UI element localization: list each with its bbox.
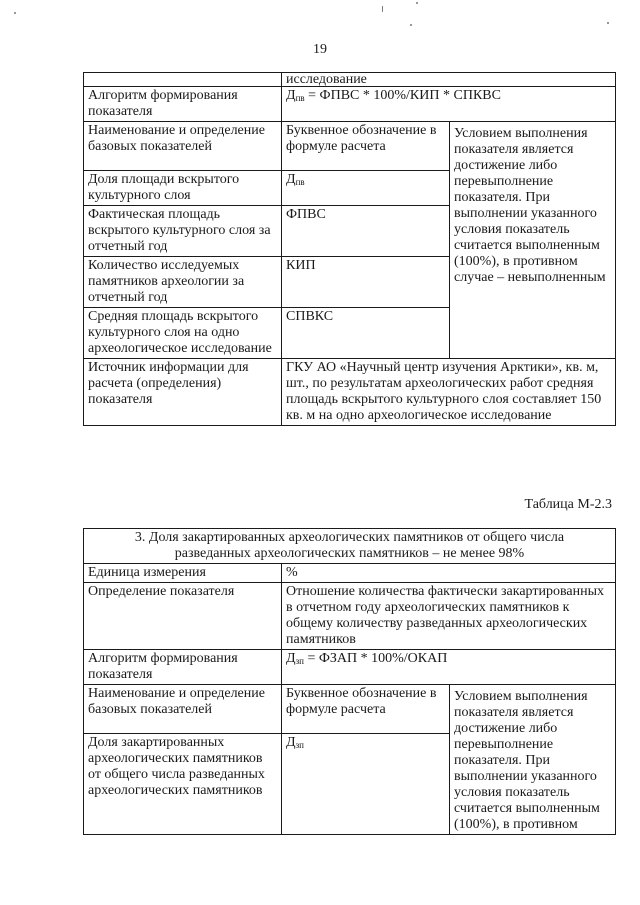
base-indicator-name: Доля площади вскрытого культурного слоя bbox=[84, 171, 282, 206]
source-value: ГКУ АО «Научный центр изучения Арктики», кв. м, шт., по результатам археологических работ средняя площадь вскрытого культурного слоя составляет 150 кв. м на одно археологическое исследование bbox=[282, 359, 616, 426]
algorithm-label: Алгоритм формирования показателя bbox=[84, 87, 282, 122]
base-indicators-label: Наименование и определение базовых показателей bbox=[84, 685, 282, 734]
base-indicator-name: Фактическая площадь вскрытого культурного слоя за отчетный год bbox=[84, 206, 282, 257]
letter-designation-label: Буквенное обозначение в формуле расчета bbox=[282, 685, 450, 734]
unit-value: % bbox=[282, 564, 616, 583]
completion-condition: Условием выполнения показателя является достижение либо перевыполнение показателя. При выполнении указанного условия показатель считается выполненным (100%), в противном случае – невыполненным bbox=[450, 122, 616, 359]
scan-speck bbox=[382, 6, 383, 12]
indicator-table bbox=[83, 528, 616, 835]
table-row bbox=[84, 359, 616, 426]
scan-speck bbox=[607, 22, 609, 24]
scan-speck bbox=[14, 12, 16, 14]
table-row bbox=[84, 87, 616, 122]
base-indicator-letter: ФПВС bbox=[282, 206, 450, 257]
table-row bbox=[84, 122, 616, 171]
table-caption: Таблица М-2.3 bbox=[524, 497, 612, 512]
definition-label: Определение показателя bbox=[84, 583, 282, 650]
base-indicator-letter: СПВКС bbox=[282, 308, 450, 359]
scan-speck bbox=[410, 24, 412, 26]
table-row bbox=[84, 685, 616, 734]
unit-label: Единица измерения bbox=[84, 564, 282, 583]
indicator-title: 3. Доля закартированных археологических памятников от общего числа разведанных археологических памятников – не менее 98% bbox=[84, 529, 616, 564]
completion-condition: Условием выполнения показателя является достижение либо перевыполнение показателя. При выполнении указанного условия показатель считается выполненным (100%), в противном bbox=[450, 685, 616, 835]
definition-value: Отношение количества фактически закартированных в отчетном году археологических памятников к общему количеству разведанных археологических памятников bbox=[282, 583, 616, 650]
table-row bbox=[84, 583, 616, 650]
table-cell: исследование bbox=[282, 73, 616, 87]
algorithm-label: Алгоритм формирования показателя bbox=[84, 650, 282, 685]
base-indicator-name: Количество исследуемых памятников археологии за отчетный год bbox=[84, 257, 282, 308]
indicator-table-continued bbox=[83, 72, 616, 426]
base-indicator-letter: $Д_{зп}$ bbox=[282, 734, 450, 835]
algorithm-formula: $Д_{пв}$ = ФПВС * 100%/КИП * СПКВС bbox=[282, 87, 616, 122]
page-number: 19 bbox=[313, 42, 327, 57]
table-row bbox=[84, 564, 616, 583]
base-indicator-letter: КИП bbox=[282, 257, 450, 308]
letter-designation-label: Буквенное обозначение в формуле расчета bbox=[282, 122, 450, 171]
base-indicator-name: Средняя площадь вскрытого культурного слоя на одно археологическое исследование bbox=[84, 308, 282, 359]
table-row bbox=[84, 529, 616, 564]
table-row bbox=[84, 73, 616, 87]
base-indicator-name: Доля закартированных археологических памятников от общего числа разведанных археологических памятников bbox=[84, 734, 282, 835]
base-indicators-label: Наименование и определение базовых показателей bbox=[84, 122, 282, 171]
base-indicator-letter: $Д_{пв}$ bbox=[282, 171, 450, 206]
algorithm-formula: $Д_{зп}$ = ФЗАП * 100%/ОКАП bbox=[282, 650, 616, 685]
scan-speck bbox=[416, 2, 418, 4]
table-row bbox=[84, 650, 616, 685]
source-label: Источник информации для расчета (определения) показателя bbox=[84, 359, 282, 426]
